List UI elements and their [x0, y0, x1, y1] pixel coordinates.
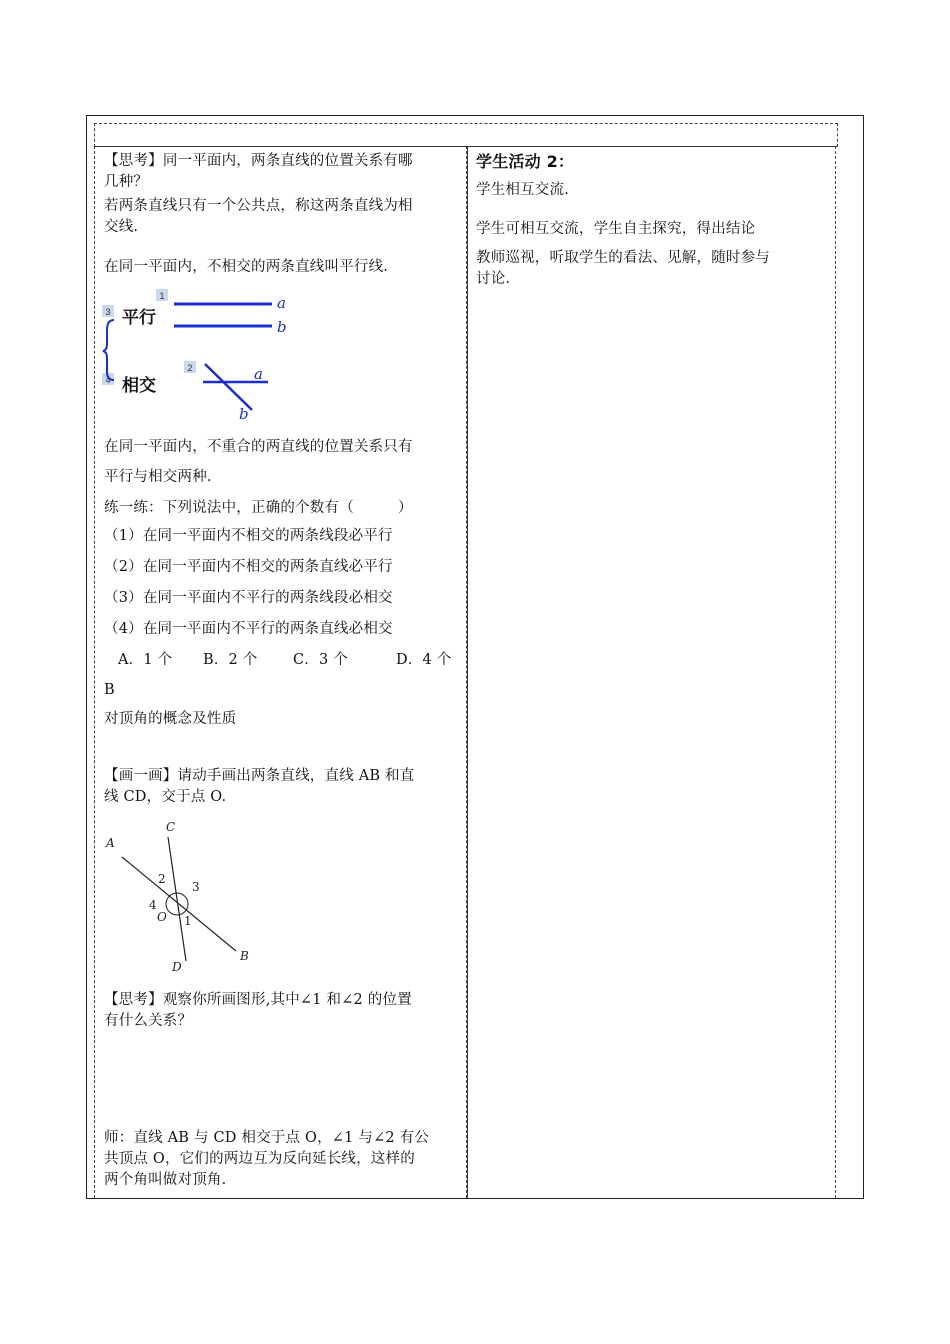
badge-3-text: 3 [105, 307, 111, 317]
practice-item-2: （2）在同一平面内不相交的两条直线必平行 [104, 559, 393, 575]
def-intersect-paragraph [104, 196, 460, 238]
label-intersect: 相交 [122, 376, 156, 396]
label-parallel: 平行 [122, 308, 156, 328]
teacher-line1: 师：直线 AB 与 CD 相交于点 O，∠1 与∠2 有公 [104, 1130, 430, 1146]
parallel-label-a: a [277, 294, 286, 312]
badge-4-text: 4 [105, 375, 111, 385]
right-paragraph [476, 248, 832, 290]
option-b: B．2 个 [203, 652, 258, 668]
think1-tag: 【思考】 [104, 153, 163, 169]
draw-paragraph [104, 766, 464, 808]
angle-3: 3 [192, 880, 200, 894]
dashed-right [835, 146, 836, 1198]
angle-4: 4 [149, 898, 157, 912]
conclusion-line1: 在同一平面内，不重合的两直线的位置关系只有 [104, 439, 413, 455]
right-line1: 学生相互交流. [476, 182, 570, 198]
def-intersect-line1: 若两条直线只有一个公共点，称这两条直线为相 [104, 198, 413, 214]
think1-line1: 同一平面内，两条直线的位置关系有哪 [162, 153, 413, 169]
option-a: A．1 个 [118, 652, 173, 668]
angle-2: 2 [158, 872, 166, 886]
solid-col-divider [467, 146, 468, 1198]
think2-tag: 【思考】 [104, 992, 163, 1008]
row-divider [94, 146, 836, 147]
point-c: C [166, 820, 176, 834]
dashed-left [94, 146, 95, 1198]
right-line3: 教师巡视，听取学生的看法、见解，随时参与 [476, 250, 770, 266]
section-title: 对顶角的概念及性质 [104, 711, 237, 727]
brace-icon [103, 320, 114, 380]
point-d: D [172, 960, 182, 974]
teacher-paragraph [104, 1128, 464, 1191]
def-intersect-line2: 交线. [104, 219, 139, 235]
practice-item-1: （1）在同一平面内不相交的两条线段必平行 [104, 528, 393, 544]
teacher-line2: 共顶点 O，它们的两边互为反向延长线，这样的 [104, 1151, 415, 1167]
intersect-label-b: b [239, 405, 249, 423]
draw-line1: 请动手画出两条直线，直线 AB 和直 [177, 768, 415, 784]
right-title: 学生活动 2： [476, 152, 575, 171]
line-cd [168, 837, 186, 961]
think2-line1: 观察你所画图形,其中∠1 和∠2 的位置 [162, 992, 412, 1008]
intersect-line-b [205, 364, 252, 410]
option-d: D．4 个 [396, 652, 452, 668]
practice-item-4: （4）在同一平面内不平行的两条直线必相交 [104, 621, 393, 637]
think2-line2: 有什么关系？ [104, 1013, 193, 1029]
badge-1-text: 1 [159, 291, 165, 301]
line-ab [122, 857, 236, 951]
badge-2-text: 2 [187, 363, 193, 373]
point-o: O [157, 910, 167, 924]
angle-1: 1 [184, 914, 192, 928]
point-b: B [240, 949, 249, 963]
option-c: C．3 个 [293, 652, 348, 668]
conclusion-paragraph [104, 437, 460, 488]
practice-title: 练一练：下列说法中，正确的个数有（ ） [104, 500, 413, 516]
parallel-label-b: b [277, 318, 287, 336]
intersect-label-a: a [254, 365, 263, 383]
answer: B [104, 682, 115, 698]
think1-paragraph [104, 151, 460, 193]
dashed-top [94, 123, 838, 147]
teacher-line3: 两个角叫做对顶角. [104, 1172, 227, 1188]
draw-tag: 【画一画】 [104, 768, 178, 784]
conclusion-line2: 平行与相交两种. [104, 469, 212, 485]
relation-diagram [100, 286, 300, 426]
draw-line2: 线 CD，交于点 O. [104, 789, 227, 805]
def-parallel: 在同一平面内，不相交的两条直线叫平行线. [104, 259, 389, 275]
think2-paragraph [104, 990, 464, 1032]
right-line2: 学生可相互交流，学生自主探究，得出结论 [476, 221, 756, 237]
practice-item-3: （3）在同一平面内不平行的两条线段必相交 [104, 590, 393, 606]
point-a: A [106, 836, 115, 850]
vertical-angle-diagram [100, 815, 260, 980]
think1-line2: 几种？ [104, 174, 149, 190]
right-line4: 讨论. [476, 271, 511, 287]
